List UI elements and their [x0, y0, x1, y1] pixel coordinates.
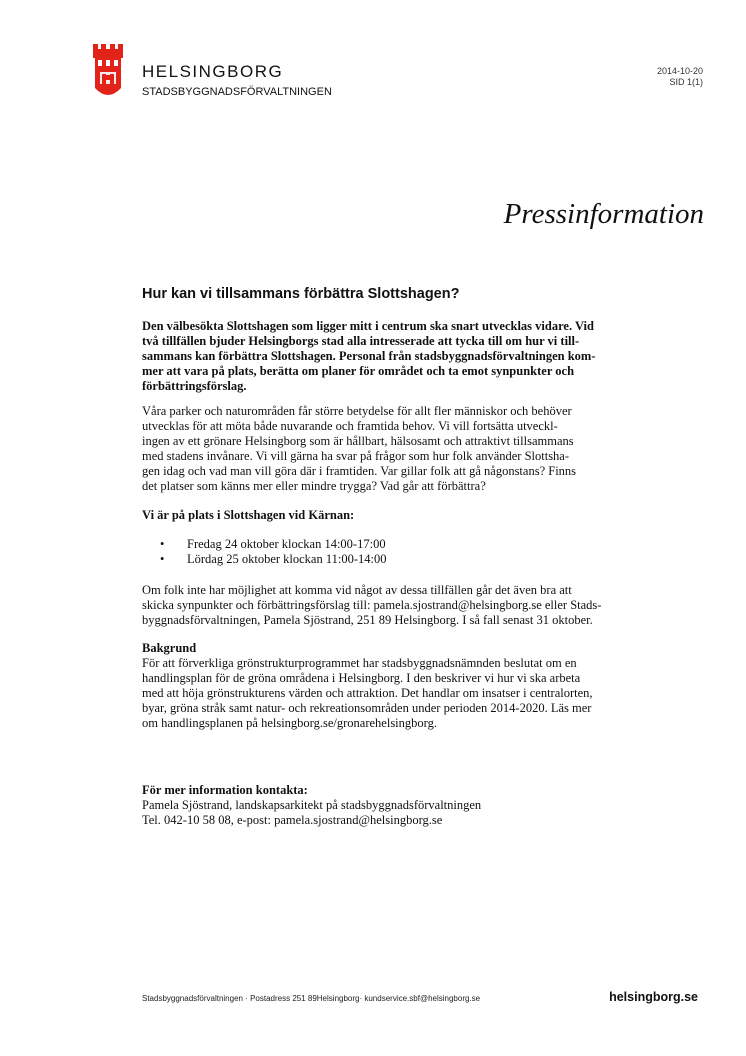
- headline: Hur kan vi tillsammans förbättra Slottshagen?: [142, 286, 460, 302]
- document-type-title: Pressinformation: [503, 198, 704, 230]
- body-line: byggnadsförvaltningen, Pamela Sjöstrand, 251 89 Helsingborg. I så fall senast 31 oktober.: [142, 613, 593, 627]
- lead-line: två tillfällen bjuder Helsingborgs stad alla intresserade att tycka till om hur vi till-: [142, 334, 580, 348]
- body-line: det platser som känns mer eller mindre trygga? Vad går att förbättra?: [142, 479, 486, 493]
- body-line: handlingsplan för de gröna områdena i Helsingborg. I den beskriver vi hur vi ska arbeta: [142, 671, 581, 685]
- lead-line: förbättringsförslag.: [142, 379, 247, 393]
- lead-line: sammans kan förbättra Slottshagen. Personal från stadsbyggnadsförvaltningen kom-: [142, 349, 596, 363]
- contact-details: [142, 798, 608, 828]
- body-line: skicka synpunkter och förbättringsförslag till: pamela.sjostrand@helsingborg.se eller Stads-: [142, 598, 602, 612]
- body-line: med stadens invånare. Vi vill gärna ha svar på frågor som hur folk använder Slottsha-: [142, 449, 570, 463]
- contact-heading: För mer information kontakta:: [142, 783, 308, 797]
- helsingborg-castle-crest-icon: [92, 44, 124, 100]
- document-meta: [657, 66, 703, 88]
- feedback-paragraph: [142, 583, 608, 628]
- visit-heading: Vi är på plats i Slottshagen vid Kärnan:: [142, 508, 355, 522]
- background-paragraph: [142, 656, 608, 731]
- visit-times-list: [160, 537, 387, 567]
- body-line: byar, gröna stråk samt natur- och rekreationsområden under perioden 2014-2020. Läs mer: [142, 701, 592, 715]
- lead-line: Den välbesökta Slottshagen som ligger mitt i centrum ska snart utvecklas vidare. Vid: [142, 319, 594, 333]
- body-line: gen idag och vad man vill göra där i framtiden. Var gillar folk att gå någonstans? Finns: [142, 464, 577, 478]
- body-line: med att höja grönstrukturens värden och attraktion. Det handlar om insatser i centralorten,: [142, 686, 593, 700]
- background-heading: Bakgrund: [142, 641, 197, 655]
- org-department: STADSBYGGNADSFÖRVALTNINGEN: [142, 86, 332, 98]
- lead-line: mer att vara på plats, berätta om planer för området och ta emot synpunkter och: [142, 364, 575, 378]
- org-name: HELSINGBORG: [142, 62, 284, 81]
- body-line: om handlingsplanen på helsingborg.se/gronarehelsingborg.: [142, 716, 437, 730]
- body-line: utvecklas för att möta både nuvarande och framtida behov. Vi vill fortsätta utveckl-: [142, 419, 558, 433]
- contact-line: Pamela Sjöstrand, landskapsarkitekt på stadsbyggnadsförvaltningen: [142, 798, 482, 812]
- body-line: För att förverkliga grönstrukturprogrammet har stadsbyggnadsnämnden beslutat om en: [142, 656, 577, 670]
- body-line: ingen av ett grönare Helsingborg som är hållbart, hälsosamt och attraktivt tillsammans: [142, 434, 574, 448]
- contact-line: Tel. 042-10 58 08, e-post: pamela.sjostrand@helsingborg.se: [142, 813, 443, 827]
- body-line: Om folk inte har möjlighet att komma vid något av dessa tillfällen går det även bra att: [142, 583, 572, 597]
- body-line: Våra parker och naturområden får större betydelse för allt fler människor och behöver: [142, 404, 572, 418]
- list-item: • Lördag 25 oktober klockan 11:00-14:00: [160, 552, 387, 567]
- footer-website: helsingborg.se: [609, 990, 698, 1004]
- footer-address: Stadsbyggnadsförvaltningen · Postadress 251 89Helsingborg· kundservice.sbf@helsingborg.se: [142, 994, 481, 1003]
- page-number: SID 1(1): [669, 77, 703, 87]
- lead-paragraph: [142, 319, 608, 394]
- list-item: • Fredag 24 oktober klockan 14:00-17:00: [160, 537, 387, 552]
- document-date: 2014-10-20: [656, 66, 703, 76]
- body-paragraph: [142, 404, 608, 494]
